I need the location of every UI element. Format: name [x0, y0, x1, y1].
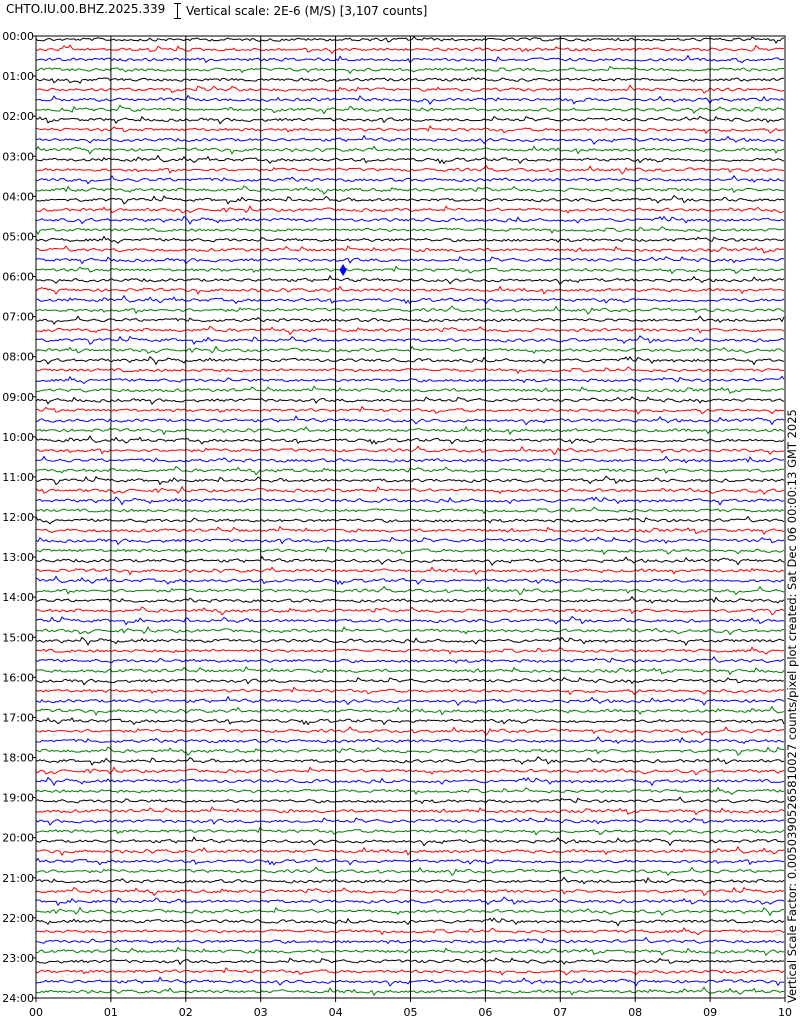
- y-tick-label: 05:00: [2, 230, 34, 244]
- y-tick-label: 23:00: [2, 951, 34, 965]
- x-tick-label: 06: [478, 1006, 493, 1019]
- vertical-scale: [174, 2, 427, 20]
- y-tick-label: 11:00: [2, 470, 34, 484]
- x-tick-label: 10: [778, 1006, 792, 1019]
- y-tick-label: 18:00: [2, 751, 34, 765]
- x-tick-label: 03: [253, 1006, 268, 1019]
- y-tick-label: 12:00: [2, 511, 34, 524]
- y-tick-label: 08:00: [2, 350, 34, 364]
- y-tick-label: 00:00: [2, 30, 34, 43]
- x-tick-label: 09: [703, 1006, 718, 1019]
- x-tick-label: 00: [29, 1006, 43, 1019]
- y-tick-label: 10:00: [2, 430, 34, 444]
- y-tick-label: 20:00: [2, 831, 34, 845]
- y-tick-label: 14:00: [2, 591, 34, 605]
- y-tick-label: 02:00: [2, 110, 34, 124]
- x-tick-label: 08: [628, 1006, 643, 1019]
- y-tick-label: 01:00: [2, 70, 34, 84]
- y-tick-label: 04:00: [2, 190, 34, 204]
- y-tick-label: 16:00: [2, 671, 34, 685]
- y-tick-label: 03:00: [2, 150, 34, 164]
- event-marker: [340, 265, 346, 275]
- x-tick-label: 01: [103, 1006, 118, 1019]
- y-tick-label: 22:00: [2, 911, 34, 925]
- y-tick-label: 21:00: [2, 871, 34, 885]
- x-tick-label: 07: [553, 1006, 568, 1019]
- y-tick-label: 17:00: [2, 711, 34, 725]
- x-tick-label: 05: [403, 1006, 418, 1019]
- station-title: CHTO.IU.00.BHZ.2025.339: [6, 2, 166, 16]
- y-tick-label: 19:00: [2, 791, 34, 805]
- scale-factor-label: Vertical Scale Factor: 0.00503905265810027 counts/pixel plot created: Sat Dec 06 00:00:13 GMT 2025: [785, 409, 799, 1003]
- y-tick-label: 07:00: [2, 310, 34, 324]
- y-tick-label: 13:00: [2, 551, 34, 565]
- y-tick-label: 06:00: [2, 270, 34, 284]
- vertical-scale-label: Vertical scale: 2E-6 (M/S) [3,107 counts]: [186, 4, 428, 18]
- x-tick-label: 04: [328, 1006, 343, 1019]
- x-tick-label: 02: [178, 1006, 193, 1019]
- y-tick-label: 24:00: [2, 992, 34, 1005]
- y-tick-label: 09:00: [2, 390, 34, 404]
- y-tick-label: 15:00: [2, 631, 34, 645]
- scale-bar-icon: [174, 2, 182, 20]
